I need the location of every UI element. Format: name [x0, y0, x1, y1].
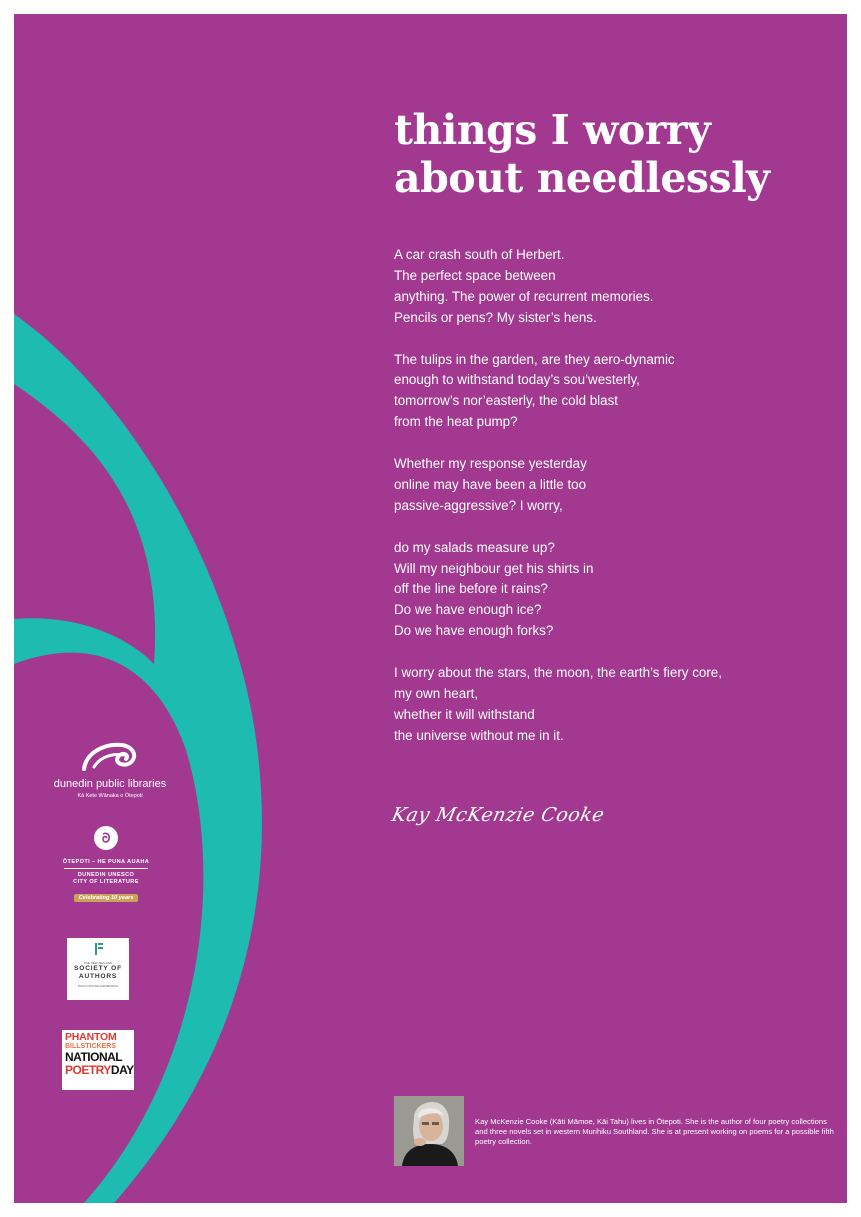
poem-line: Do we have enough ice?	[394, 602, 542, 618]
society-of-authors-logo	[67, 938, 129, 1000]
npd-sponsor-2: BILLSTICKERS	[65, 1043, 116, 1050]
dunedin-public-libraries-logo	[50, 741, 170, 799]
libraries-swirl-icon	[80, 741, 140, 771]
poem-line: whether it will withstand	[394, 706, 535, 722]
npd-day: DAY	[110, 1063, 134, 1077]
stanza	[394, 454, 814, 517]
title-line-2: about needlessly	[394, 154, 770, 202]
title-line-1: things I worry	[394, 106, 711, 154]
soa-prefix: THE NEW ZEALAND	[83, 961, 113, 965]
poem-line: A car crash south of Herbert.	[394, 247, 565, 262]
divider	[64, 868, 148, 869]
unesco-line-1: ŌTEPOTI – HE PUNA AUAHA	[62, 859, 150, 865]
poem-line: the universe without me in it.	[394, 727, 564, 743]
soa-line-1: SOCIETY OF	[74, 965, 122, 972]
national-poetry-day-logo	[62, 1030, 134, 1090]
poem-line: tomorrow’s nor’easterly, the cold blast	[394, 393, 619, 409]
poster	[14, 14, 847, 1203]
poem-line: enough to withstand today’s sou’westerly,	[394, 372, 640, 388]
poem-line: The tulips in the garden, are they aero-dynamic	[394, 351, 675, 367]
libraries-name: dunedin public libraries	[53, 778, 167, 790]
stanza	[394, 663, 814, 747]
poem-line: Do we have enough forks?	[394, 623, 554, 639]
poem-line: anything. The power of recurrent memories.	[394, 288, 654, 304]
soa-line-2: AUTHORS	[78, 973, 118, 980]
stanza	[394, 538, 814, 643]
poem-line: my own heart,	[394, 685, 479, 701]
poem-line: The perfect space between	[394, 267, 556, 283]
unesco-city-of-literature-logo	[58, 826, 154, 904]
stanza	[394, 350, 814, 434]
poem-line: online may have been a little too	[394, 476, 587, 492]
poem-line: passive-aggressive? I worry,	[394, 497, 563, 513]
poem-line: do my salads measure up?	[394, 539, 555, 555]
libraries-subtitle: Kā Kete Wānaka o Ōtepoti	[77, 793, 143, 799]
poem-line: from the heat pump?	[394, 414, 518, 430]
poem-line: I worry about the stars, the moon, the earth’s fiery core,	[394, 665, 722, 681]
npd-national: NATIONAL	[65, 1050, 123, 1064]
stanza	[394, 245, 814, 329]
npd-poetry: POETRY	[65, 1063, 111, 1077]
unesco-line-2: DUNEDIN UNESCO	[77, 872, 135, 878]
npd-poetry-day	[65, 1063, 134, 1077]
unesco-line-3: CITY OF LITERATURE	[73, 879, 139, 885]
poem-line: Whether my response yesterday	[394, 456, 587, 472]
book-mark-icon	[91, 942, 105, 956]
poem-line: off the line before it rains?	[394, 581, 548, 597]
poem-title	[394, 106, 814, 202]
author-photo	[394, 1096, 464, 1166]
poem-body	[394, 245, 814, 768]
anniversary-badge: Celebrating 10 years	[74, 894, 139, 902]
soa-branch: ŌTAGO SOUTHLAND BRANCH	[77, 984, 119, 988]
npd-sponsor: PHANTOM	[65, 1031, 117, 1043]
poem-line: Will my neighbour get his shirts in	[394, 560, 594, 576]
city-of-literature-emblem-icon	[94, 826, 118, 850]
author-signature: Kay McKenzie Cooke	[389, 804, 607, 826]
poem-line: Pencils or pens? My sister’s hens.	[394, 309, 597, 325]
author-bio: Kay McKenzie Cooke (Kāti Māmoe, Kāi Tahu) lives in Ōtepoti. She is the author of four poetry collections and three novels set in western Murihiku Southland. She is at present working on poems for a possible fifth poetry collection.	[475, 1117, 834, 1146]
